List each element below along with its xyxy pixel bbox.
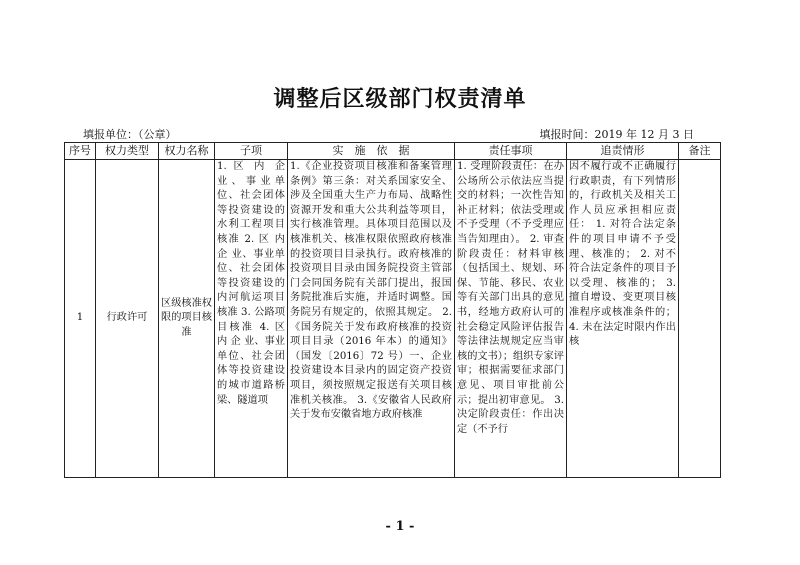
header-accountability: 追责情形 <box>567 143 679 160</box>
responsibility-text: 1. 受理阶段责任：在办公场所公示依法应当提交的材料；一次性告知补正材料；依法受理或不予受理（不予受理应当告知理由）。 2. 审查阶段责任：材料审核（包括国土、规划、环保、节能、移民、农业等有关部门出具的意见书，经地方政府认可的社会稳定风险评估报告等法律法规规定应当审核的文书）；组织专家评审；根据需要征求部门意见、项目审批前公示；提出初审意见。 3. 决定阶段责任：作出决定（不予行 <box>457 161 564 435</box>
cell-basis <box>288 160 455 478</box>
cell-index: 1 <box>65 160 96 478</box>
reporting-unit-label: 填报单位：（公章） <box>83 128 177 141</box>
accountability-table <box>64 142 721 478</box>
cell-power-type: 行政许可 <box>96 160 159 478</box>
header-power-name: 权力名称 <box>159 143 215 160</box>
sub-items-text: 1. 区 内 企 业、事业单位、社会团体等投资建设的水利工程项目核准 2. 区 内 企 业、事业单位、社会团体等投资建设的内河航运项目核准 3. 公路项目核准 4. 区 内 企 业、事业单位、社会团体等投资建设的城市道路桥梁、隧道项 <box>217 161 285 406</box>
cell-power-name: 区级核准权限的项目核准 <box>159 160 215 478</box>
cell-responsibility <box>455 160 567 478</box>
header-power-type: 权力类型 <box>96 143 159 160</box>
cell-remarks <box>679 160 721 478</box>
header-basis: 实 施 依 据 <box>288 143 455 160</box>
cell-sub-items <box>215 160 288 478</box>
basis-text: 1.《企业投资项目核准和备案管理条例》第三条：对关系国家安全、涉及全国重大生产力布局、战略性资源开发和重大公共利益等项目，实行核准管理。具体项目范围以及核准机关、核准权限依照政府核准的投资项目目录执行。政府核准的投资项目目录由国务院投资主管部门会同国务院有关部门提出，报国务院批准后实施，并适时调整。国务院另有规定的，依照其规定。 2.《国务院关于发布政府核准的投资项目目录（2016 年本）的通知》（国发〔2016〕72 号）一、企业投资建设本目录内的固定资产投资项目，须按照规定报送有关项目核准机关核准。 3.《安徽省人民政府关于发布安徽省地方政府核准 <box>290 161 452 421</box>
cell-accountability <box>567 160 679 478</box>
header-remarks: 备注 <box>679 143 721 160</box>
page-number: - 1 - <box>385 519 415 534</box>
accountability-text: 因不履行或不正确履行行政职责，有下列情形的，行政机关及相关工作人员应承担相应责任： 1. 对符合法定条件的项目申请不予受理、核准的； 2. 对不符合法定条件的项目予以受理、核准的； 3. 擅自增设、变更项目核准程序或核准条件的； 4. 未在法定时限内作出核 <box>569 161 676 348</box>
table-header-row <box>65 143 721 160</box>
document-title: 调整后区级部门权责清单 <box>273 86 527 112</box>
header-responsibility: 责任事项 <box>455 143 567 160</box>
header-index: 序号 <box>65 143 96 160</box>
table-row <box>65 160 721 478</box>
reporting-date-label: 填报时间：2019 年 12 月 3 日 <box>539 128 694 141</box>
header-sub-items: 子项 <box>215 143 288 160</box>
